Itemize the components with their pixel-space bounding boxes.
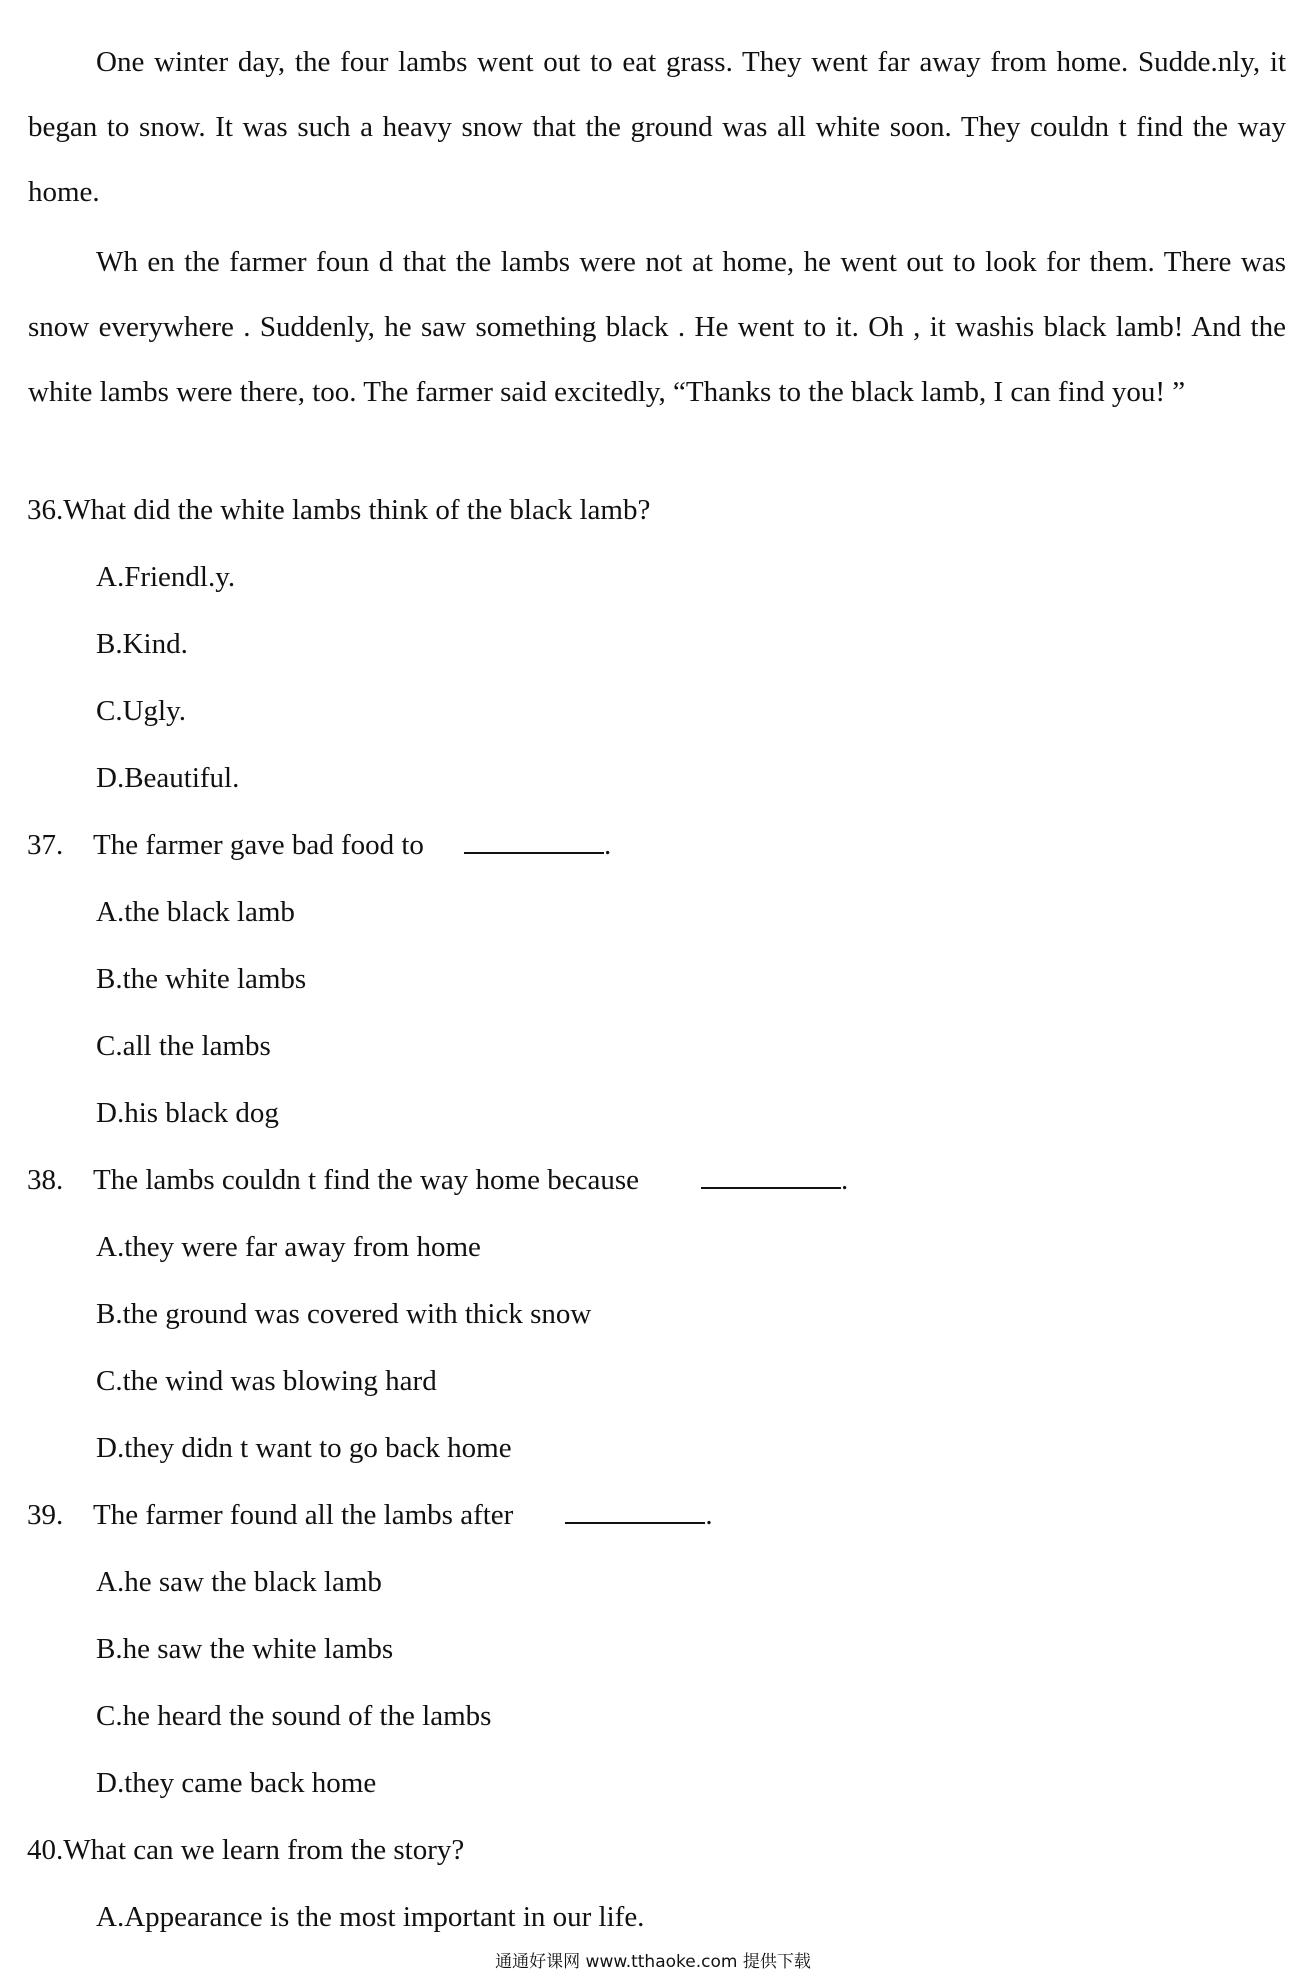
question-37-option-a: A.the black lamb	[96, 896, 295, 928]
question-38	[27, 1162, 848, 1198]
question-37	[27, 827, 611, 863]
question-period: .	[603, 829, 612, 861]
question-number: 38.	[27, 1164, 64, 1196]
question-stem: The farmer gave bad food to	[93, 829, 424, 861]
question-stem: The farmer found all the lambs after	[93, 1499, 514, 1531]
question-39-option-a: A.he saw the black lamb	[96, 1566, 382, 1598]
question-number: 39.	[27, 1499, 64, 1531]
question-36-option-b: B.Kind.	[96, 628, 188, 660]
question-number: 40.	[27, 1834, 64, 1866]
question-39-option-d: D.they came back home	[96, 1767, 377, 1799]
question-37-option-b: B.the white lambs	[96, 963, 307, 995]
passage-paragraph-2: Wh en the farmer foun d that the lambs were not at home, he went out to look for them. There was snow everywhere . Suddenly, he saw something black . He went to it. Oh , it washis black lamb! And the white lambs were there, too. The farmer said excitedly, “Thanks to the black lamb, I can find you! ”	[28, 246, 1286, 408]
question-number: 36.	[27, 494, 64, 526]
answer-blank[interactable]	[565, 1500, 705, 1524]
question-38-option-a: A.they were far away from home	[96, 1231, 481, 1263]
question-37-option-d: D.his black dog	[96, 1097, 279, 1129]
question-36-option-c: C.Ugly.	[96, 695, 186, 727]
answer-blank[interactable]	[464, 830, 604, 854]
question-39-option-b: B.he saw the white lambs	[96, 1633, 394, 1665]
question-39	[27, 1497, 713, 1533]
question-period: .	[841, 1164, 849, 1196]
question-38-option-b: B.the ground was covered with thick snow	[96, 1298, 592, 1330]
question-39-option-c: C.he heard the sound of the lambs	[96, 1700, 492, 1732]
passage-paragraph-1: One winter day, the four lambs went out to eat grass. They went far away from home. Sudde.nly, it began to snow. It was such a heavy snow that the ground was all white soon. They couldn t find the way home.	[28, 46, 1286, 208]
question-36	[27, 492, 650, 528]
question-36-option-d: D.Beautiful.	[96, 762, 240, 794]
question-38-option-d: D.they didn t want to go back home	[96, 1432, 512, 1464]
question-36-option-a: A.Friendl.y.	[96, 561, 236, 593]
question-number: 37.	[27, 829, 64, 861]
page-footer: 通通好课网 www.tthaoke.com 提供下载	[495, 1952, 811, 1972]
question-40	[27, 1832, 464, 1868]
question-stem: What did the white lambs think of the black lamb?	[63, 494, 651, 526]
question-40-option-a: A.Appearance is the most important in our life.	[96, 1901, 645, 1933]
answer-blank[interactable]	[701, 1165, 841, 1189]
question-38-option-c: C.the wind was blowing hard	[96, 1365, 437, 1397]
question-period: .	[705, 1499, 713, 1531]
question-stem: The lambs couldn t find the way home because	[93, 1164, 640, 1196]
question-stem: What can we learn from the story?	[63, 1834, 465, 1866]
question-37-option-c: C.all the lambs	[96, 1030, 271, 1062]
